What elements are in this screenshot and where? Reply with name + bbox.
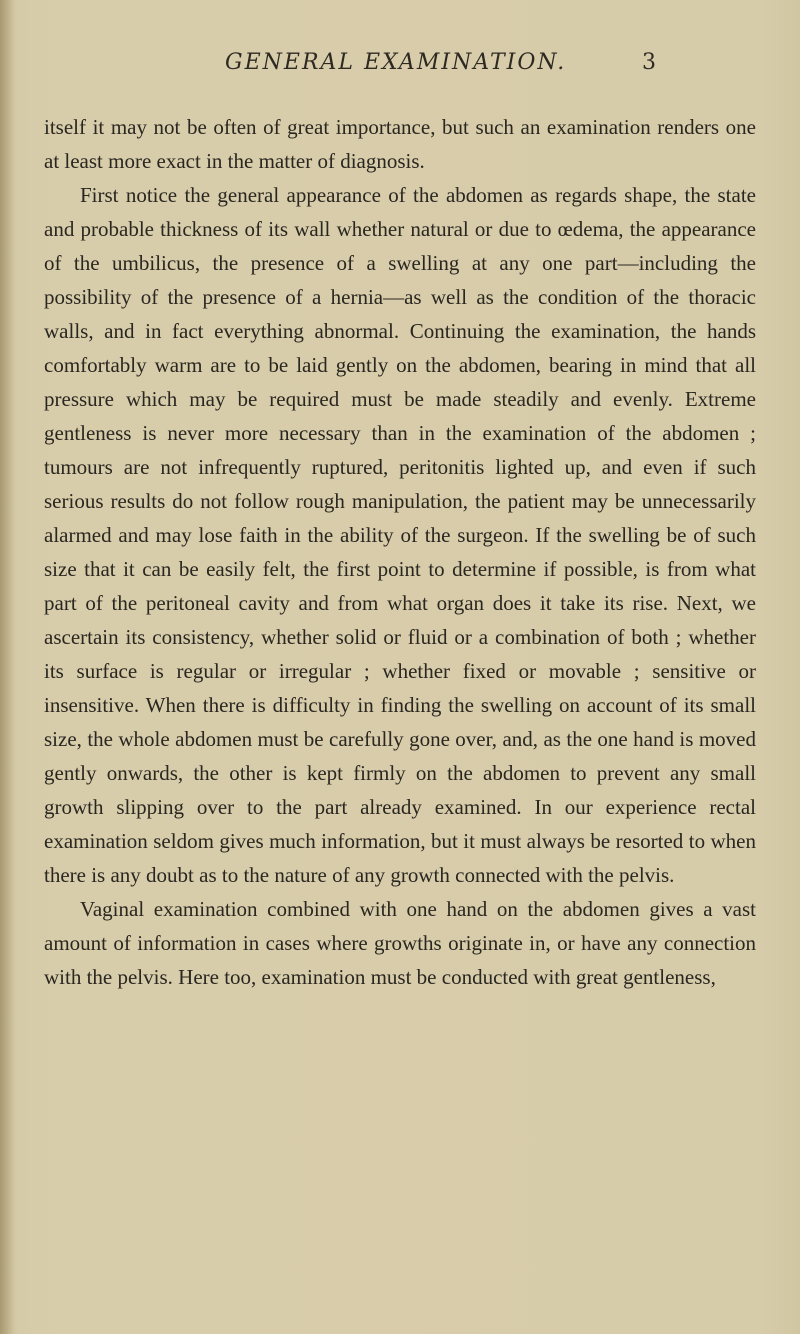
paragraph-abdomen-inspection: First notice the general appearance of the abdomen as regards shape, the state and probable thickness of its wall whether natural or due to œdema, the appearance of the umbilicus, the presence of a swelling at any one part—including the possibility of the presence of a hernia—as well as the condition of the thoracic walls, and in fact everything abnormal. Continuing the examination, the hands comfortably warm are to be laid gently on the abdomen, bearing in mind that all pressure which may be required must be made steadily and evenly. Extreme gentleness is never more necessary than in the examination of the abdomen ; tumours are not infrequently ruptured, peritonitis lighted up, and even if such serious results do not follow rough manipulation, the patient may be unnecessarily alarmed and may lose faith in the ability of the surgeon. If the swelling be of such size that it can be easily felt, the first point to determine if possible, is from what part of the peritoneal cavity and from what organ does it take its rise. Next, we ascertain its consistency, whether solid or fluid or a combination of both ; whether its surface is regular or irregular ; whether fixed or movable ; sensitive or insensitive. When there is difficulty in finding the swelling on account of its small size, the whole abdomen must be carefully gone over, and, as the one hand is moved gently onwards, the other is kept firmly on the abdomen to prevent any small growth slipping over to the part already examined. In our experience rectal examination seldom gives much information, but it must always be resorted to when there is any doubt as to the nature of any growth connected with the pelvis. bbox=[44, 183, 756, 887]
page-header bbox=[0, 50, 800, 90]
binding-shadow bbox=[0, 0, 14, 1334]
paragraph-vaginal-examination: Vaginal examination combined with one hand on the abdomen gives a vast amount of information in cases where growths originate in, or have any connection with the pelvis. Here too, examination must be conducted with great gentleness, bbox=[44, 897, 756, 989]
page-number: 3 bbox=[642, 50, 656, 75]
running-head: GENERAL EXAMINATION. bbox=[225, 50, 567, 75]
body-text bbox=[44, 110, 756, 994]
paragraph-continued: itself it may not be often of great importance, but such an examination renders one at least more exact in the matter of diagnosis. bbox=[44, 115, 756, 173]
